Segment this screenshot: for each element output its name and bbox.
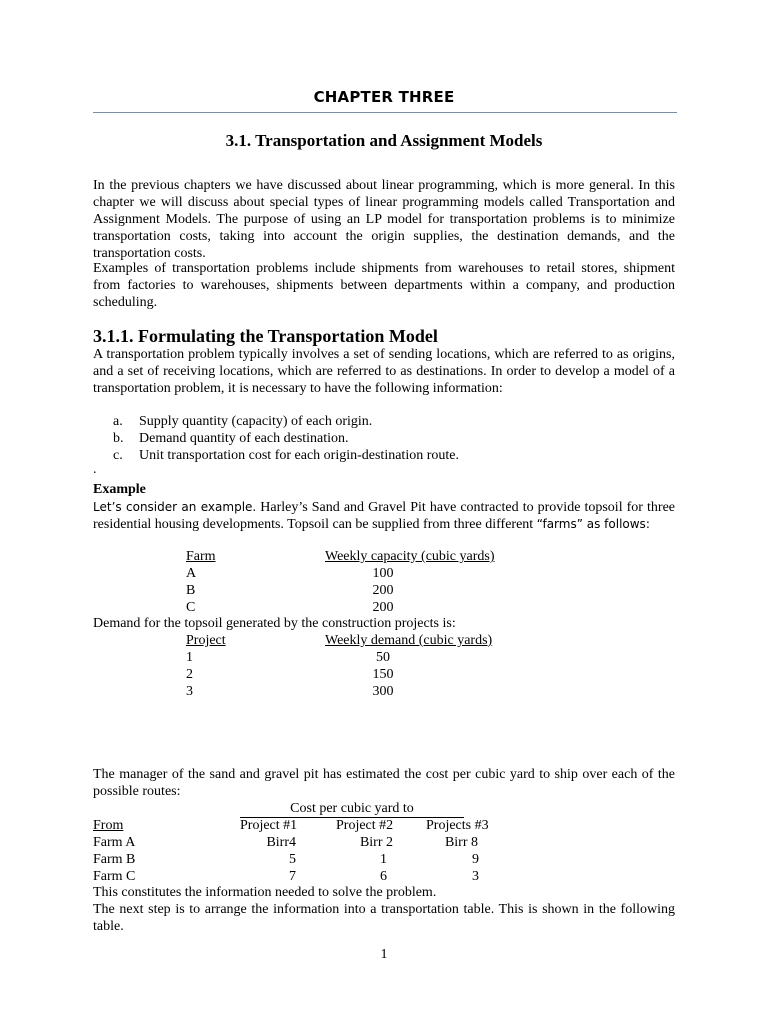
table-cell: Birr 2 <box>359 835 393 850</box>
subsection-title: 3.1.1. Formulating the Transportation Model <box>93 326 438 346</box>
stray-dot: . <box>93 462 97 477</box>
table-cell: 7 <box>289 869 296 884</box>
heading-rule <box>93 112 677 113</box>
section-title: 3.1. Transportation and Assignment Models <box>225 131 543 150</box>
intro-paragraph-1: In the previous chapters we have discussed about linear programming, which is more general. In this chapter we will discuss about special types of linear programming models called Transportation and Assignment Models. The purpose of using an LP model for transportation problems is to minimize transportation costs, taking into account the origin supplies, the destination demands, and the transportation costs. <box>93 178 675 261</box>
cost-intro: The manager of the sand and gravel pit has estimated the cost per cubic yard to ship over each of the possible routes: <box>93 767 675 799</box>
list-item: b. Demand quantity of each destination. <box>113 431 349 446</box>
table-cell: 50 <box>376 650 390 665</box>
table-cell: 6 <box>380 869 387 884</box>
list-item: c. Unit transportation cost for each origin-destination route. <box>113 448 459 463</box>
closing-paragraph-1: This constitutes the information needed to solve the problem. <box>93 885 437 900</box>
table-cell: 150 <box>372 667 394 682</box>
chapter-heading: CHAPTER THREE <box>313 88 455 106</box>
table-cell: 200 <box>372 583 394 598</box>
table-cell: Farm A <box>93 835 136 850</box>
table-cell: A <box>186 566 197 581</box>
project-1-header: Project #1 <box>240 818 298 833</box>
farm-header: Farm <box>186 549 216 564</box>
table-cell: Birr4 <box>266 835 296 850</box>
example-label: Example <box>93 482 146 497</box>
table-cell: Farm C <box>93 869 136 884</box>
project-demand-table <box>0 632 768 702</box>
intro-paragraph-2: Examples of transportation problems include shipments from warehouses to retail stores, shipment from factories to warehouses, shipments between departments within a company, and production scheduling. <box>93 261 675 310</box>
page-number: 1 <box>380 947 388 962</box>
table-cell: 3 <box>472 869 479 884</box>
table-cell: B <box>186 583 196 598</box>
demand-intro: Demand for the topsoil generated by the construction projects is: <box>93 616 456 631</box>
information-list <box>113 413 459 464</box>
project-3-header: Projects #3 <box>426 818 489 833</box>
table-cell: Birr 8 <box>444 835 478 850</box>
farm-capacity-table <box>0 548 768 618</box>
table-cell: C <box>186 600 196 615</box>
table-cell: 200 <box>372 600 394 615</box>
table-cell: 1 <box>380 852 387 867</box>
demand-header: Weekly demand (cubic yards) <box>325 633 493 648</box>
table-cell: 300 <box>372 684 394 699</box>
closing-paragraph-2: The next step is to arrange the information into a transportation table. This is shown in the following table. <box>93 902 675 934</box>
table-cell: 5 <box>289 852 296 867</box>
cost-table <box>0 800 768 890</box>
table-cell: 9 <box>472 852 479 867</box>
project-2-header: Project #2 <box>336 818 394 833</box>
table-cell: Farm B <box>93 852 136 867</box>
from-header: From <box>93 818 124 833</box>
list-item: a. Supply quantity (capacity) of each origin. <box>113 414 373 429</box>
table-cell: 3 <box>186 684 193 699</box>
example-paragraph: Let’s consider an example. Harley’s Sand and Gravel Pit have contracted to provide topsoil for three residential housing developments. Topsoil can be supplied from three different “farms” as follows: <box>93 500 675 532</box>
cost-group-header: Cost per cubic yard to <box>290 801 414 816</box>
formulating-paragraph: A transportation problem typically involves a set of sending locations, which are referred to as origins, and a set of receiving locations, which are referred to as destinations. In order to develop a model of a transportation problem, it is necessary to have the following information: <box>93 347 675 396</box>
project-header: Project <box>186 633 226 648</box>
table-cell: 2 <box>186 667 193 682</box>
table-cell: 100 <box>372 566 394 581</box>
capacity-header: Weekly capacity (cubic yards) <box>325 549 495 564</box>
table-cell: 1 <box>186 650 193 665</box>
